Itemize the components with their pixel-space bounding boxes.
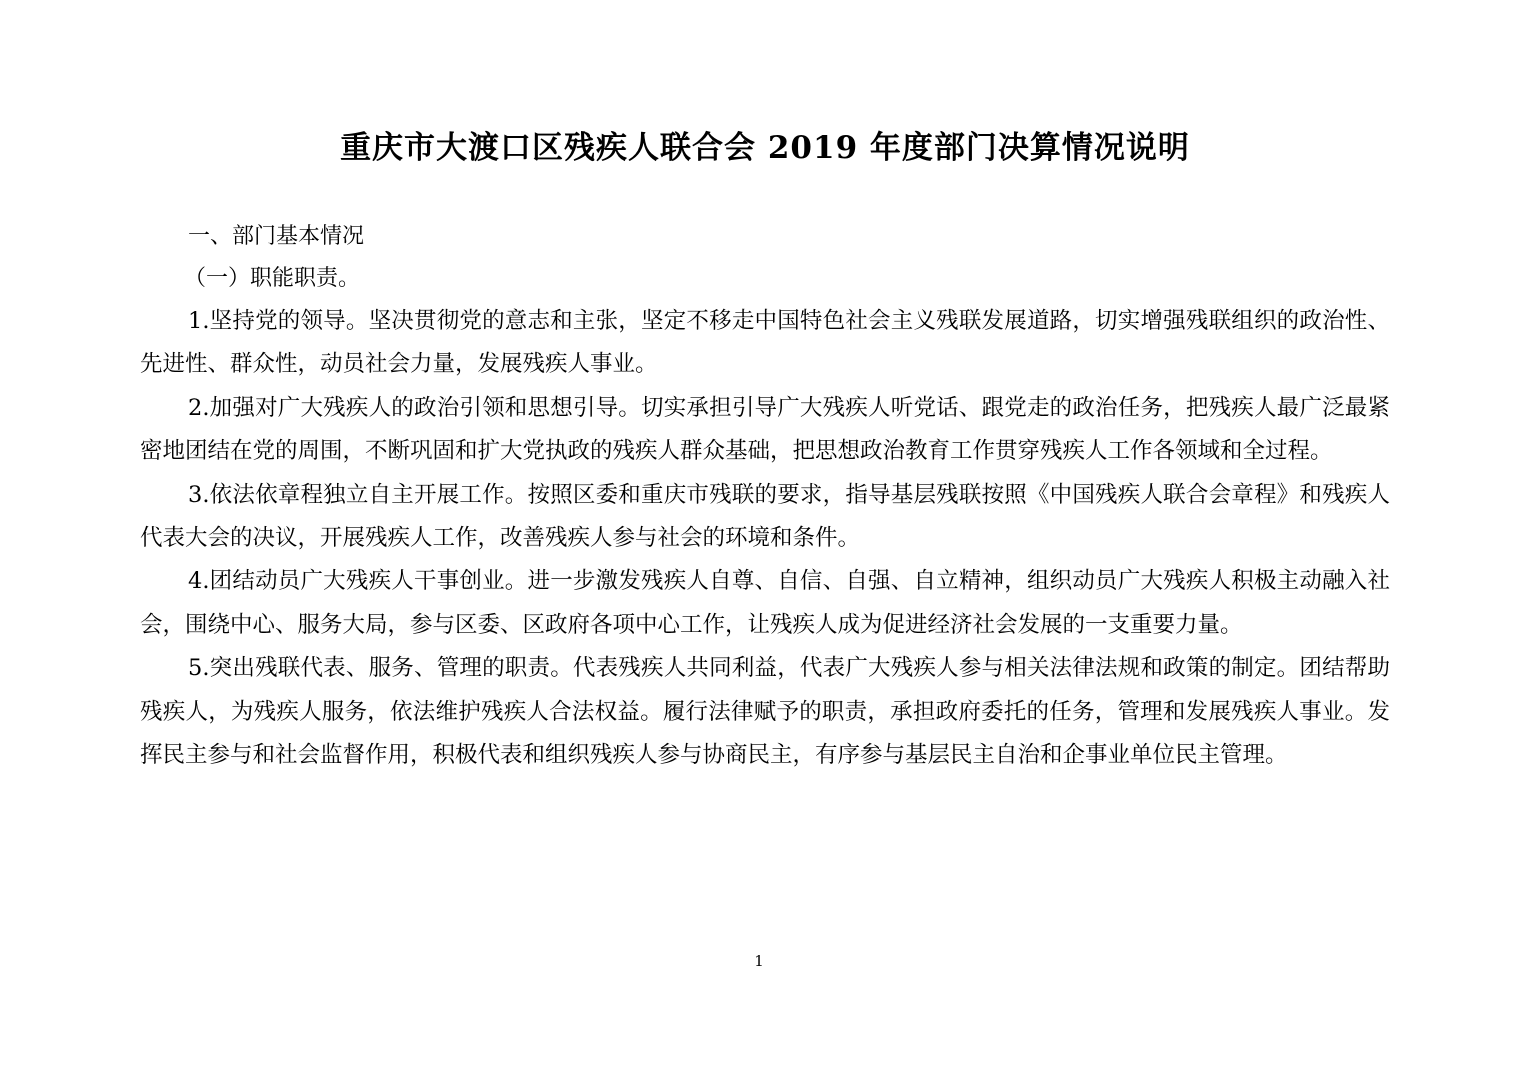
paragraph-1: 1.坚持党的领导。坚决贯彻党的意志和主张，坚定不移走中国特色社会主义残联发展道路，切实增强残联组织的政治性、先进性、群众性，动员社会力量，发展残疾人事业。 bbox=[140, 307, 1390, 378]
paragraph-3: 3.依法依章程独立自主开展工作。按照区委和重庆市残联的要求，指导基层残联按照《中国残疾人联合会章程》和残疾人代表大会的决议，开展残疾人工作，改善残疾人参与社会的环境和条件。 bbox=[140, 481, 1390, 551]
document-title: 重庆市大渡口区残疾人联合会 2019 年度部门决算情况说明 bbox=[340, 130, 1190, 166]
paragraph-5: 5.突出残联代表、服务、管理的职责。代表残疾人共同利益，代表广大残疾人参与相关法律法规和政策的制定。团结帮助残疾人，为残疾人服务，依法维护残疾人合法权益。履行法律赋予的职责，承担政府委托的任务，管理和发展残疾人事业。发挥民主参与和社会监督作用，积极代表和组织残疾人参与协商民主，有序参与基层民主自治和企事业单位民主管理。 bbox=[140, 655, 1390, 769]
page-number: 1 bbox=[754, 952, 764, 970]
document-body bbox=[140, 0, 1390, 778]
section-heading-1: 一、部门基本情况 bbox=[188, 224, 365, 250]
sub-heading-1-1: （一）职能职责。 bbox=[184, 266, 361, 292]
paragraph-2: 2.加强对广大残疾人的政治引领和思想引导。切实承担引导广大残疾人听党话、跟党走的政治任务，把残疾人最广泛最紧密地团结在党的周围，不断巩固和扩大党执政的残疾人群众基础，把思想政治教育工作贯穿残疾人工作各领域和全过程。 bbox=[140, 394, 1390, 465]
paragraph-4: 4.团结动员广大残疾人干事创业。进一步激发残疾人自尊、自信、自强、自立精神，组织动员广大残疾人积极主动融入社会，围绕中心、服务大局，参与区委、区政府各项中心工作，让残疾人成为促进经济社会发展的一支重要力量。 bbox=[140, 568, 1390, 638]
